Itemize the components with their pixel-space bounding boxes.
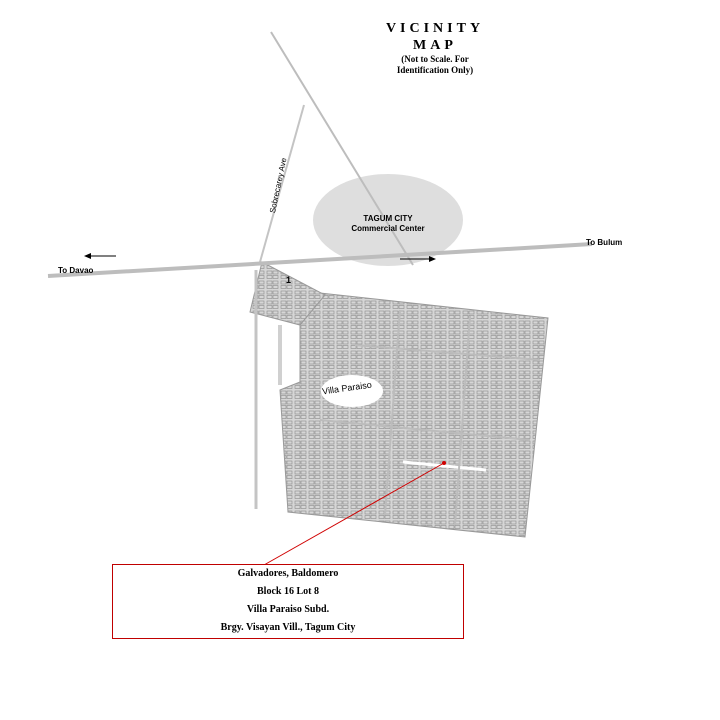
arrow-west <box>84 253 116 259</box>
owner-block-lot: Block 16 Lot 8 <box>257 586 319 597</box>
direction-label-east: To Bulum <box>586 238 623 247</box>
direction-label-west: To Davao <box>58 266 94 273</box>
owner-subdivision: Villa Paraiso Subd. <box>246 604 330 615</box>
title-line-vicinity: VICINITY <box>385 21 485 36</box>
title-note-2: Identification Only) <box>396 65 474 75</box>
commercial-center <box>313 180 463 266</box>
lot-owner-box <box>112 564 464 639</box>
subdivision-label: Villa Paraiso <box>321 379 373 397</box>
lot-location-marker <box>442 461 446 465</box>
commercial-line-2: Commercial Center <box>351 224 425 233</box>
subdivision-plan <box>250 262 548 537</box>
site-marker-number: 1 <box>286 275 292 285</box>
street-label-sobrecarey: Sobrecarey Ave <box>268 156 289 214</box>
title-note-1: (Not to Scale. For <box>401 54 469 64</box>
commercial-line-1: TAGUM CITY <box>363 214 413 223</box>
title-line-map: MAP <box>413 38 457 53</box>
owner-name: Galvadores, Baldomero <box>237 568 339 579</box>
owner-address: Brgy. Visayan Vill., Tagum City <box>220 622 356 633</box>
